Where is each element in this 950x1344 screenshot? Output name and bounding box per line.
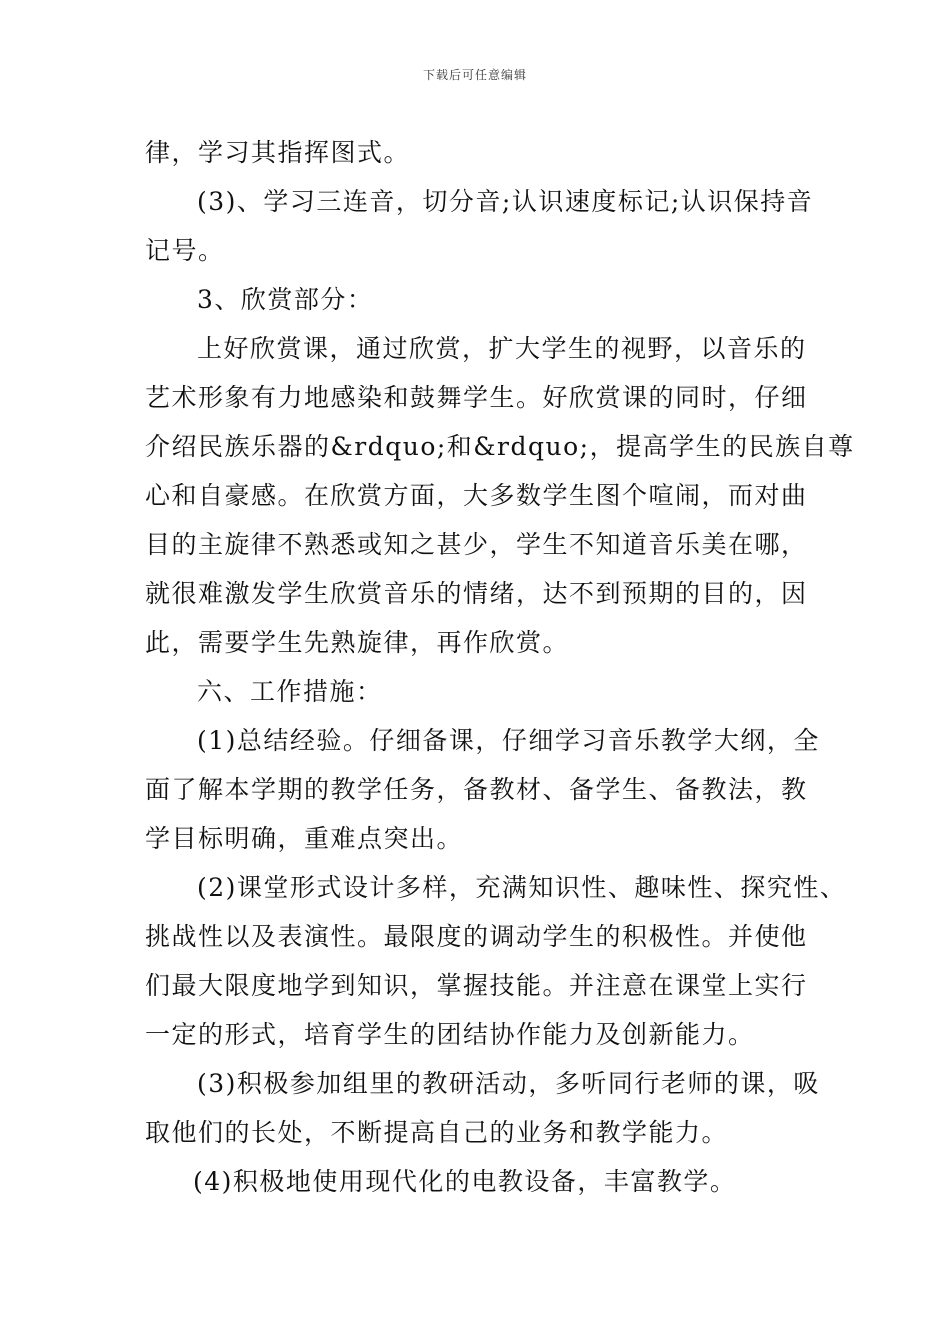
text-line: 一定的形式，培育学生的团结协作能力及创新能力。: [145, 1020, 755, 1049]
text-line: (2)课堂形式设计多样，充满知识性、趣味性、探究性、: [197, 873, 847, 902]
text-line: 就很难激发学生欣赏音乐的情绪，达不到预期的目的，因: [145, 579, 808, 608]
page-header: 下载后可任意编辑: [422, 68, 527, 82]
text-line: 心和自豪感。在欣赏方面，大多数学生图个喧闹，而对曲: [145, 481, 808, 510]
text-line: (1)总结经验。仔细备课，仔细学习音乐教学大纲，全: [197, 726, 820, 755]
text-line: (3)、学习三连音，切分音;认识速度标记;认识保持音: [197, 187, 814, 216]
text-line: 上好欣赏课，通过欣赏，扩大学生的视野，以音乐的: [197, 334, 807, 363]
text-line: 律，学习其指挥图式。: [145, 138, 411, 167]
section-heading: 3、欣赏部分：: [197, 285, 374, 314]
text-line: (3)积极参加组里的教研活动，多听同行老师的课，吸: [197, 1069, 820, 1098]
document-body: [145, 128, 855, 1206]
text-line: 目的主旋律不熟悉或知之甚少，学生不知道音乐美在哪，: [145, 530, 808, 559]
text-line: 挑战性以及表演性。最限度的调动学生的积极性。并使他: [145, 922, 808, 951]
text-line: 此，需要学生先熟旋律，再作欣赏。: [145, 628, 570, 657]
text-line: 取他们的长处，不断提高自己的业务和教学能力。: [145, 1118, 729, 1147]
text-line: 介绍民族乐器的&rdquo;和&rdquo;，提高学生的民族自尊: [145, 432, 855, 461]
text-line: 们最大限度地学到知识，掌握技能。并注意在课堂上实行: [145, 971, 808, 1000]
text-line: 学目标明确，重难点突出。: [145, 824, 464, 853]
text-line: (4)积极地使用现代化的电教设备，丰富教学。: [193, 1167, 737, 1196]
text-line: 艺术形象有力地感染和鼓舞学生。好欣赏课的同时，仔细: [145, 383, 808, 412]
text-line: 面了解本学期的教学任务，备教材、备学生、备教法，教: [145, 775, 808, 804]
text-line: 记号。: [145, 236, 225, 265]
section-heading: 六、工作措施：: [197, 677, 383, 706]
